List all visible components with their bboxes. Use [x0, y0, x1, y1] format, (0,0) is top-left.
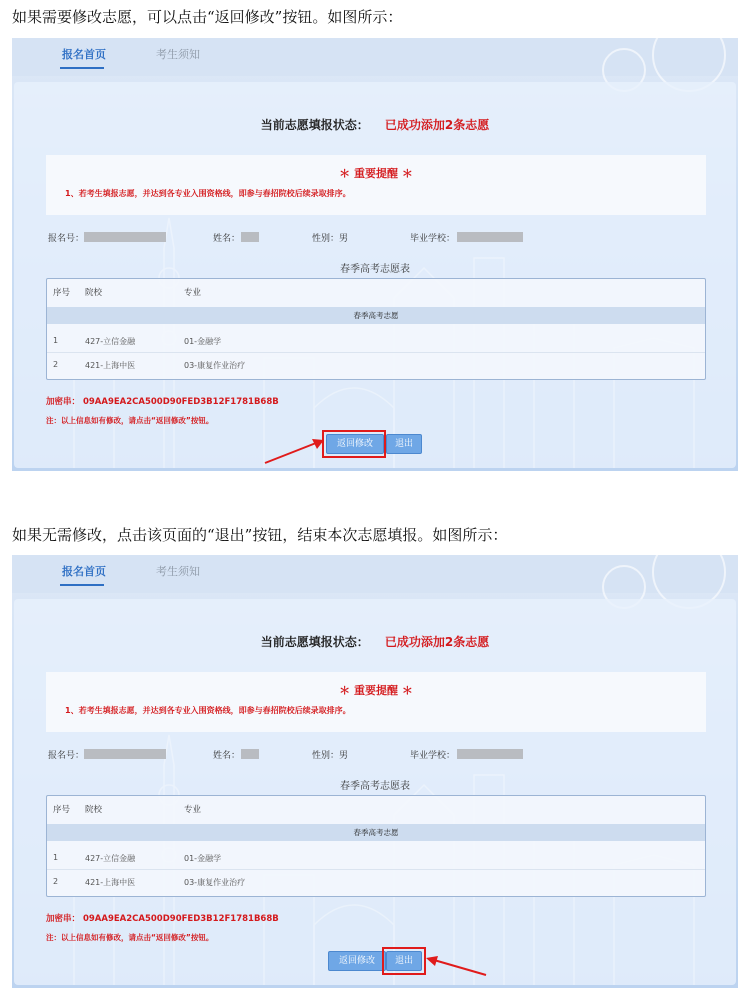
encryption-string: 加密串： 09AA9EA2CA500D90FED3B12F1781B68B: [46, 914, 279, 924]
row-2-no: 2: [53, 360, 59, 369]
highlight-box: [322, 430, 386, 458]
section-band: 春季高考志愿: [47, 824, 705, 841]
row-2-college: 421-上海中医: [85, 361, 136, 370]
exit-button[interactable]: 退出: [386, 434, 422, 454]
important-notice-box: [46, 672, 706, 732]
name-label: 姓名：: [213, 751, 241, 761]
redacted-school: [457, 232, 523, 242]
red-arrow-icon: [424, 953, 490, 979]
row-1-major: 01-金融学: [184, 854, 222, 863]
active-tab-underline: [60, 67, 104, 69]
gender-label: 性别：男: [312, 234, 349, 244]
header-major: 专业: [184, 805, 202, 815]
redacted-name: [241, 232, 259, 242]
screenshot-2: [12, 555, 738, 988]
highlight-box: [382, 947, 426, 975]
row-1-no: 1: [53, 336, 59, 345]
notice-title: ＊ 重要提醒 ＊: [339, 684, 413, 697]
redacted-school: [457, 749, 523, 759]
row-divider: [47, 352, 705, 353]
table-title: 春季高考志愿表: [340, 264, 410, 275]
status-value: 已成功添加2条志愿: [384, 635, 490, 649]
top-nav-bar: [12, 38, 738, 76]
row-2-major: 03-康复作业治疗: [184, 878, 246, 887]
row-divider: [47, 869, 705, 870]
notice-title: ＊ 重要提醒 ＊: [339, 167, 413, 180]
main-panel: [14, 599, 736, 985]
reg-no-label: 报名号：: [48, 234, 85, 244]
redacted-reg-no: [84, 232, 166, 242]
row-2-no: 2: [53, 877, 59, 886]
redacted-name: [241, 749, 259, 759]
tab-candidate-notice[interactable]: 考生须知: [156, 48, 200, 61]
back-modify-button[interactable]: 返回修改: [326, 434, 384, 454]
row-2-college: 421-上海中医: [85, 878, 136, 887]
row-1-college: 427-立信金融: [85, 854, 136, 863]
redacted-reg-no: [84, 749, 166, 759]
instruction-text-2: 如果无需修改，点击该页面的“退出”按钮，结束本次志愿填报。如图所示：: [12, 526, 508, 544]
school-label: 毕业学校：: [410, 751, 456, 761]
header-no: 序号: [53, 805, 71, 815]
encryption-string: 加密串： 09AA9EA2CA500D90FED3B12F1781B68B: [46, 397, 279, 407]
red-arrow-icon: [262, 436, 326, 466]
modify-note: 注：以上信息如有修改，请点击“返回修改”按钮。: [46, 416, 214, 425]
volunteer-table: [46, 278, 706, 380]
modify-note: 注：以上信息如有修改，请点击“返回修改”按钮。: [46, 933, 214, 942]
instruction-text-1: 如果需要修改志愿，可以点击“返回修改”按钮。如图所示：: [12, 8, 403, 26]
header-college: 院校: [85, 805, 103, 815]
school-label: 毕业学校：: [410, 234, 456, 244]
notice-text: 1、若考生填报志愿，并达到各专业入围资格线，即参与春招院校后续录取排序。: [65, 706, 351, 715]
important-notice-box: [46, 155, 706, 215]
header-major: 专业: [184, 288, 202, 298]
tab-registration-home[interactable]: 报名首页: [62, 565, 106, 578]
reg-no-label: 报名号：: [48, 751, 85, 761]
fill-status: [12, 633, 738, 650]
status-label: 当前志愿填报状态：: [260, 118, 369, 132]
fill-status: [12, 116, 738, 133]
name-label: 姓名：: [213, 234, 241, 244]
header-no: 序号: [53, 288, 71, 298]
row-1-college: 427-立信金融: [85, 337, 136, 346]
back-modify-button[interactable]: 返回修改: [328, 951, 386, 971]
active-tab-underline: [60, 584, 104, 586]
row-1-no: 1: [53, 853, 59, 862]
row-1-major: 01-金融学: [184, 337, 222, 346]
table-title: 春季高考志愿表: [340, 781, 410, 792]
status-value: 已成功添加2条志愿: [384, 118, 490, 132]
section-band: 春季高考志愿: [47, 307, 705, 324]
main-panel: [14, 82, 736, 468]
gender-label: 性别：男: [312, 751, 349, 761]
tab-candidate-notice[interactable]: 考生须知: [156, 565, 200, 578]
top-nav-bar: [12, 555, 738, 593]
notice-text: 1、若考生填报志愿，并达到各专业入围资格线，即参与春招院校后续录取排序。: [65, 189, 351, 198]
row-2-major: 03-康复作业治疗: [184, 361, 246, 370]
tab-registration-home[interactable]: 报名首页: [62, 48, 106, 61]
exit-button[interactable]: 退出: [386, 951, 422, 971]
header-college: 院校: [85, 288, 103, 298]
status-label: 当前志愿填报状态：: [260, 635, 369, 649]
volunteer-table: [46, 795, 706, 897]
screenshot-1: [12, 38, 738, 471]
